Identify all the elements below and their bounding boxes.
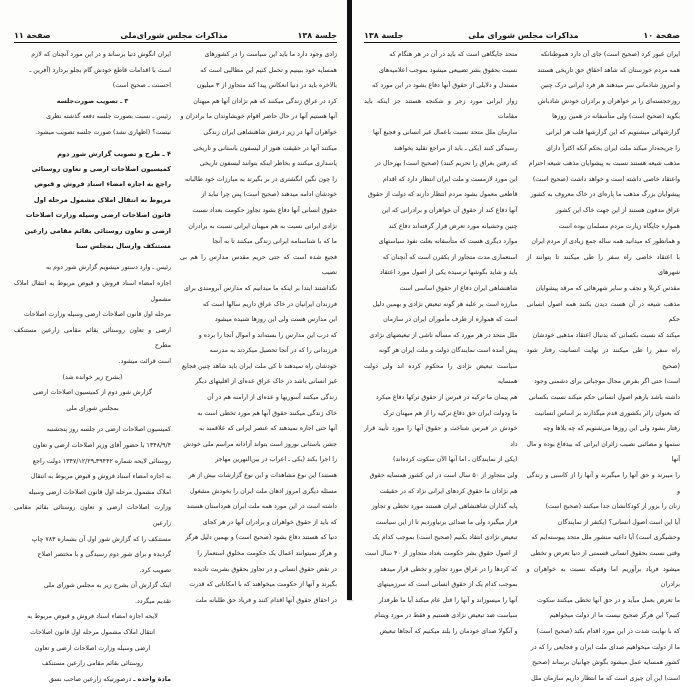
text-line: است) حتی اگر بفرض محال موجباتی برای دشمنی وجود bbox=[534, 378, 680, 386]
text-line: که درب این مدارس را بسته‌اند و اموال آنجا را برده و bbox=[198, 331, 337, 339]
text-line: همواره جایگاه زیارت مردم مسلمان بوده است bbox=[558, 222, 680, 230]
text-line: نگذاشتند ابتدا بر اینکه ما میدانیم که مدارس آبرومندی برای bbox=[183, 284, 337, 292]
text-line: واعتقاد خاصی داشته است و خواهد داشت (صحیح است) bbox=[532, 175, 680, 183]
text-line: لایحه اجازه امضاء اسناد فروش و قبوض مربوط به bbox=[27, 613, 158, 621]
text-line: ما که با شناسنامه ایرانی زندگی میکنند تا به آنجا bbox=[212, 238, 337, 246]
text-line: متحد جایگاهی است که باید در آن در هر هنگام که bbox=[389, 51, 518, 58]
text-line: کمیسیون اصلاحات ارضی و تعاون روستائی bbox=[31, 164, 171, 173]
text-line: را میبرند و حق آنها را میگیرند و آنها را از کاسبی و زندگی و bbox=[526, 472, 680, 495]
text-line: راه سفر را طی میکنند در نهایت انسانیت رفتار شود (صحیح bbox=[526, 347, 680, 370]
text-line: مرحله اول قانون اصلاحات ارضی وسیله وزارت اصلاحات bbox=[23, 311, 171, 319]
text-line: روزخجسته‌ای را بر خواهران و برادران خودش شادباش bbox=[538, 97, 680, 105]
text-line: گزارشهائی میشنویم که این گزارشها قلب هر ایرانی bbox=[545, 128, 680, 136]
text-line: مستنکف وارسال بمجلس سنا bbox=[76, 242, 171, 250]
text-line: رئیس ـ نسبت بصورت جلسه دفعه گذشته نظری bbox=[46, 113, 171, 121]
text-line: استعماری مدت متجاوز از یکقرن است که آنچنان که bbox=[382, 253, 518, 261]
text-line: نژادی ایرانی نسبت به هم میهنان ایرانی نسبت به برادران bbox=[188, 222, 337, 230]
text-line: میشود فریاد برآوریم اما وقتیکه نسبت به خواهران و برادران bbox=[526, 565, 680, 589]
left-page-session: جلسة ۱۳۸ bbox=[297, 31, 337, 40]
text-line: به اجازه امضاء اسناد فروش و قبوض مربوط به انتقال bbox=[30, 473, 171, 481]
read-note: (بشرح زیر خوانده شد) bbox=[62, 373, 123, 381]
text-line: کرد در عراق زندگی میکنند که هم نژادان آنها هم میهنان bbox=[193, 97, 337, 105]
text-line: راجع به اجازه امضاء اسناد فروش و قبوض bbox=[34, 180, 171, 189]
right-page-number: صفحة ۱۰ bbox=[643, 31, 680, 40]
right-page-columns bbox=[364, 47, 680, 686]
text-line: داشته است در این مورد همه ملت ایران هم‌داستان هستند bbox=[186, 503, 337, 511]
text-line: نیست؟ (اظهاری نشد) صورت جلسه تصویب میشود. bbox=[35, 128, 171, 136]
text-line: پایه گذاران شاهنشاهی ایران هستند مورد تخطی و تجاوز bbox=[371, 503, 518, 511]
text-line: است) این آن چیزی است که ما انتظار داریم سازمان ملل bbox=[531, 674, 680, 682]
text-line: خودش در قبرس شناخت و حقوق آنها را مورد تأیید قرار داد bbox=[364, 425, 518, 448]
text-line: و آنگولا صدای خودمان را بلند میکنیم که آنجاها تبعیض bbox=[379, 627, 518, 635]
right-page-running-head bbox=[364, 28, 680, 43]
text-line: و هرگز نمیتوانند اعمال یک حکومت مخلوق استعمار را bbox=[197, 550, 337, 557]
single-article-text: درصورتیکه زارعین صاحب نسق bbox=[49, 675, 132, 683]
text-line: هستند) این نوع مشاهدات و این نوع گزارشات بیش از هر bbox=[188, 472, 337, 480]
text-line: زندگی میکنند آسوریها و عده‌ای از ارامنه هم در آن bbox=[207, 394, 337, 402]
text-line: آیا این است اصول انسانی؟ (یکنفر از نمایندگان bbox=[557, 518, 680, 526]
text-line: آنها دفاع کند از حقوق آن خواهران و برادرانی که این bbox=[381, 206, 518, 214]
text-line: سازمان ملل متحد نسبت باعمال غیر انسانی و فجیع آنها bbox=[373, 128, 518, 136]
text-line: هم نژادان ما حقوق کردهای ایرانی نژاد که در حقیقت bbox=[379, 487, 518, 495]
right-page bbox=[352, 0, 694, 682]
text-line: احسنت ـ صحیح است) bbox=[112, 82, 171, 90]
text-line: زادی وجود دارد ما باید این سیاست را در کشورهای bbox=[204, 51, 337, 58]
text-line: را جریحه‌دار میکند ملت ایران بحکم آنکه اکثراً دارای bbox=[546, 144, 680, 152]
text-line: در احقاق حقوق آنها اقدام کنند و فریاد حق طلبانه ملت bbox=[195, 596, 337, 604]
text-line: قاطعی معمول بشود مردم انتظار دارند که دولت از حقوق bbox=[367, 191, 518, 199]
text-line: بموجب کدام یک از حقوق انسانی است که سرزمینهای bbox=[377, 581, 518, 589]
text-line: است که همواره از طرف مأموران ایران در سازمان bbox=[383, 316, 518, 324]
text-line: ملل متحد در هر مورد که مسأله ناشی از تبعیضهای نژادی bbox=[369, 331, 518, 339]
text-line: پیشوایان بزرگ مذهب ما پاره‌ای در خاک معروف به کشور bbox=[530, 191, 680, 199]
text-line: همسایه خود ببینیم و تحمل کنیم این مطالبی است که bbox=[200, 66, 337, 74]
text-line: از اصول حقوق بشر حکومت بغداد متجاوز از ۴۰ سال است bbox=[365, 550, 518, 557]
section-3-heading: ۳ ـ تصویب صورت‌جلسه bbox=[56, 97, 129, 105]
text-line: اینک گزارش آن بشرح زیر به مجلس شورای ملی bbox=[43, 582, 171, 590]
report-title bbox=[14, 385, 171, 416]
text-line: مسئله دیگری امروز اذهان ملت ایران را بخودش مشغول bbox=[189, 487, 337, 495]
right-page-column-left bbox=[364, 47, 518, 686]
text-line: نسبت بحقوق بشر تضییعی میشود بموجب اعلامیه‌های bbox=[379, 66, 518, 74]
left-page-title: مذاکرات مجلس شورای‌ملی bbox=[120, 31, 228, 40]
text-line: آنها هستیم آنها در حال حاضر اقوام خویشاوندان ما برادران و bbox=[180, 113, 337, 121]
text-line: ولی متجاوز از ۵۰ سال است در این کشور همسایه حقوق bbox=[369, 472, 518, 480]
text-line: ستمها و مصائبی نصیب زائران ایرانی که بیدفاع بوده و مال آنها bbox=[526, 440, 680, 464]
text-line: کشور همسایه عمل میشود بگوش جهانیان برساند (صحیح bbox=[531, 659, 680, 667]
text-line: ارضی و تعاون روستائی بقائم مقامی زارعین bbox=[24, 226, 171, 235]
text-line: غیر انسانی باشد در خاک عراق عده‌ای از اقلیتهای دیگر bbox=[195, 378, 337, 386]
text-line: قرار میگیرد ولی ما صدائی برنیاوردیم تا از این سیاست bbox=[375, 518, 518, 526]
text-line: میکند که نسبت بکسانی که بدنبال اعتقاد مذهبی خودشان bbox=[532, 331, 680, 339]
text-line: اجازه امضاء اسناد فروش و قبوض مربوط به انتقال املاک مشمول bbox=[14, 280, 171, 303]
text-line: خودشان ادامه میدهند (صحیح است) پس چرا نباید از bbox=[201, 191, 337, 199]
text-line: خواهران آنها در زیر درفش شاهنشاهی ایران زندگی bbox=[203, 128, 337, 136]
bill-title bbox=[14, 609, 171, 671]
text-line: تصویب کرد. bbox=[139, 566, 171, 574]
section-3-text bbox=[14, 109, 171, 140]
right-page-session: جلسة ۱۳۸ bbox=[364, 31, 404, 40]
text-line: فرزندان ایرانیان در خاک عراق داریم سالها است که bbox=[202, 300, 337, 308]
left-page-column-left bbox=[14, 47, 171, 687]
text-line: مقدس کربلا و نجف و سایر شهرهائی که مرقد پیشوایان bbox=[535, 284, 680, 292]
right-page-column-right bbox=[527, 47, 681, 686]
text-line: وحشیگری است) آیا داعیه منشور ملل متحد پیوسته‌ایم که bbox=[531, 534, 680, 542]
text-line: مبارزه است بر علیه هر گونه تبعیض نژادی و بهمین دلیل bbox=[372, 300, 518, 308]
text-line: همه مردم خوزستان که شاهد احقاق حق تاریخی هستند bbox=[537, 66, 680, 74]
text-line: و امروز شادمانی سر میدهند هر فرد ایرانی درک چنین bbox=[540, 82, 680, 90]
text-line: مستنکف را که گزارش شور اول آن بشماره ۷۸۳ چاپ bbox=[31, 535, 171, 543]
text-line: در نقض حقوق انسانی و در تجاوز بحقوق بشریت نادیده bbox=[193, 565, 337, 573]
text-line: داشته باشد بازهم اصول انسانی حکم میکند نسبت بکسانی bbox=[528, 394, 680, 402]
left-page-columns bbox=[14, 47, 337, 687]
text-line: را چون نگین انگشتری در بر بگیرند به مبارزات خود طالبانه bbox=[185, 175, 337, 183]
section-4-text bbox=[14, 260, 171, 369]
text-line: سیاست تبعیض نژادی را محکوم کرده اند ولی دولت همسایه bbox=[364, 362, 518, 386]
text-line: مستدل و دلایلی از حقوق آنها دفاع بشود در این مورد که bbox=[371, 82, 518, 90]
text-line: را اجرا بکند (یکی ـ اعراب در بین‌النهرین مهاجر bbox=[215, 456, 337, 464]
text-line: سیاست ضد تبعیض نژادی هستیم و فقط در مورد ویتنام bbox=[374, 612, 518, 620]
text-line: شاهنشاهی ایران دفاع از حقوق اساسی است bbox=[399, 284, 518, 292]
text-line: آنها حتی اجازه نمیدهند که عنصر ایرانی که علاقمند به bbox=[199, 425, 337, 433]
text-line: کمیسیون اصلاحات ارضی در جلسه روز پنجشنبه bbox=[46, 426, 171, 434]
text-line: تقدیم میگردد. bbox=[134, 597, 171, 605]
text-line: ارضی وسیله وزارت اصلاحات ارضی و تعاون bbox=[34, 644, 151, 652]
text-line: ما از دولت میخواهیم صدای ملت ایران و فجایعی را که در bbox=[530, 643, 680, 651]
text-line: بالاخره باید در دنیا انعکاس پیدا کند متجاوز از ۳ میلیون bbox=[196, 82, 337, 90]
text-line: زنان را بزور از کودکانشان جدا میکنند (صحیح است) bbox=[545, 503, 680, 511]
text-line: زوار ایرانی مورد زجر و شکنجه هستند جز اینکه باید مقامات bbox=[364, 97, 518, 121]
speech-continuation bbox=[14, 47, 171, 94]
text-line: عراق مدفون هستند از این جهت خاک این کشور bbox=[555, 206, 680, 214]
text-line: مذهب شیعه هستند نسبت به پیشوایان مذهب شیعه احترام bbox=[528, 160, 680, 168]
text-line: روستائی بقائم مقامی زارعین مستنکف bbox=[41, 660, 144, 668]
text-line: ارضی و تعاون روستائی بقائم مقامی زارعین مستنکف مطرح bbox=[14, 326, 171, 350]
text-line: پیش آمده است نمایندگان دولت و ملت ایران هر گونه bbox=[378, 347, 518, 355]
text-line: این مدارس هست ولی این روزها شنیده میشود bbox=[214, 316, 337, 324]
text-line: خاک زندگی میکنند حقوق آنها هم مورد تخطی است به bbox=[197, 409, 337, 417]
text-line: ایران انگوش دنیا برساند و در این مورد آنچنان که لازم bbox=[31, 51, 171, 58]
left-page-running-head bbox=[14, 28, 337, 43]
text-line: رسیدگی کنند (یکی ـ باید از مراجع تقلید بخواهند bbox=[393, 144, 518, 152]
text-line: ۴ ـ طرح و تصویب گزارش شور دوم bbox=[57, 149, 171, 158]
text-line: فجیع شده است که حتی حریم مقدس مدارس را هم بی نصیب bbox=[180, 253, 337, 277]
right-page-title: مذاکرات مجلس شورای ملی bbox=[468, 31, 579, 40]
text-line: ما ودولت ایران حق دفاع ترکیه را از هم میهنان ترک bbox=[383, 409, 518, 417]
text-line: دنیا که هستند دفاع بشود (صحیح است) و بهمین دلیل هرگز bbox=[185, 534, 337, 542]
text-line: میکنند آنها در حقیقت هنوز از لیسفون باستانی و تاریخی bbox=[193, 144, 337, 152]
text-line: موارد دیگری هست که متأسفانه بعلت نفوذ سیاستهای bbox=[378, 238, 518, 246]
text-line: ایران عبور کرد (صحیح است) جای آن دارد هموطنانکه bbox=[540, 51, 680, 58]
text-line: و همانطور که میدانید همه ساله جمع زیادی از مردم ایران bbox=[531, 238, 680, 246]
text-line: وقتی نسبت بحقوق انسانی قسمتی از دنیا تعرض و تخطی bbox=[530, 550, 680, 557]
single-article-label: مادة واحده ـ bbox=[133, 675, 171, 683]
text-line: تبعیض نژادی انتقاد بکنیم (صحیح است) بموجب کدام یک bbox=[372, 534, 518, 542]
text-line: مربوط به انتقال املاک مشمول مرحله اول bbox=[33, 195, 171, 204]
section-4-heading bbox=[14, 147, 171, 255]
text-line: رئیس ـ وارد دستور میشویم گزارش شور دوم به bbox=[46, 264, 171, 272]
left-page bbox=[0, 0, 347, 683]
text-line: خودشان راه نمیدهند تا کی ملت ایران باید شاهد چنین فجایع bbox=[181, 362, 337, 370]
text-line: فرزندانی را که در آنجا تحصیل میکردند به مدرسه bbox=[209, 347, 337, 355]
text-line: کنیم؟ این هرگز صحیح نیست ما از دولت میخواهیم bbox=[549, 612, 680, 620]
text-line: بمجلس شورای ملی bbox=[66, 404, 119, 412]
text-line: جشن باستانی نوروز است بتواند آزادانه مراسم ملی خودش bbox=[183, 440, 337, 448]
text-line: قانون اصلاحات ارضی وسیله وزارت اصلاحات bbox=[25, 211, 171, 220]
text-line: چنین وحشیانه مورد تعرض قرار گرفته‌اند دفاع کند bbox=[388, 222, 518, 230]
text-line: وزارت اصلاحات ارضی و تعاون روستائی بقائم مقامی زارعین bbox=[14, 504, 171, 527]
single-article bbox=[14, 672, 171, 687]
text-line: که کردها را در عراق مورد تجاوز و تخطی قرار میدهد bbox=[380, 565, 518, 573]
text-line: با اعتقاد خاصی راه سفر را طی میکنند تا بتوانند از شهرهای bbox=[526, 253, 680, 277]
text-line: ۱۳۴۸/۹/۴ با حضور آقای وزیر اصلاحات ارضی و تعاون bbox=[32, 441, 171, 449]
text-line: ما تعرض بعمل میآید و در حق آنها تخطی میکنند سکوت bbox=[536, 596, 680, 604]
text-line: است با اقدامات قاطع خودش گام بجلو بردارد (آفرین ـ bbox=[29, 66, 171, 74]
text-line: هم پیمان ما ترکیه در قبرس از حقوق ترکها دفاع میکرد bbox=[375, 394, 518, 402]
text-line: این مورد لازمست و ملت ایران انتظار دارد که اقدام bbox=[382, 175, 518, 183]
text-line: حقوق انسانی آنها دفاع بشود تجاوز حکومت بعداد نسبت bbox=[192, 206, 337, 214]
text-line: گزارش شور دوم از کمیسیون اصلاحات ارضی bbox=[33, 389, 152, 397]
text-line: (یکی از نمایندگان ـ اما آنها الآن سکوت کرده‌اند) bbox=[393, 456, 518, 464]
text-line: رفتار بشود ولی این روزها می‌شنویم که چه بلاها وچه bbox=[543, 425, 680, 433]
text-line: پاسداری میکنند و بخاطر اینکه بتوانند لیسفون تاریخی bbox=[199, 160, 337, 168]
text-line: است قرائت میشود. bbox=[118, 357, 171, 365]
report-body bbox=[14, 422, 171, 609]
text-line: که با نهایت شدت در این مورد اقدام بکند (صحیح است) bbox=[536, 627, 680, 635]
text-line: مذهب شیعه در آن هست دیدن بکنند همه اصول انسانی حکم bbox=[526, 300, 680, 324]
text-line: بگوید (صحیح است) ولی متأسفانه در همین روزها bbox=[552, 113, 680, 121]
text-line: املاک مشمول مرحله اول قانون اصلاحات ارضی وسیله bbox=[28, 488, 171, 496]
text-line: گردیده و برای شور دوم رسیدگی و با مختصر اصلاح bbox=[37, 551, 171, 559]
left-page-column-right bbox=[180, 47, 337, 687]
text-line: آنها را میسوزاند و آنها را قتل عام میکند آیا ما طرفدار bbox=[378, 596, 518, 604]
text-line: روستائی لایحه شماره ۳۹۴۴۲ـ۱۳۴۷/۱۲/۲۹ دولت راجع bbox=[32, 457, 171, 465]
text-line: که رفتن بعراق را تحریم کنند) (صحیح است) بهرحال در bbox=[375, 160, 518, 168]
text-line: بگیرند و آنها از حکومت میخواهند که با امکاناتی که قدرت bbox=[189, 581, 337, 589]
left-page-number: صفحة ۱۱ bbox=[14, 31, 51, 40]
text-line: انتقال املاک مشمول مرحله اول قانون اصلاحات bbox=[30, 629, 155, 637]
text-line: باید و شاید بگوشها نرسیده یکی از اصول مورد اعتقاد bbox=[379, 269, 518, 277]
text-line: که باید از حقوق خواهران و برادران آنها در هر کجای bbox=[202, 518, 337, 526]
text-line: که بعنوان زائر بکشوری قدم میگذارند بر اساس انسانیت bbox=[534, 409, 680, 417]
